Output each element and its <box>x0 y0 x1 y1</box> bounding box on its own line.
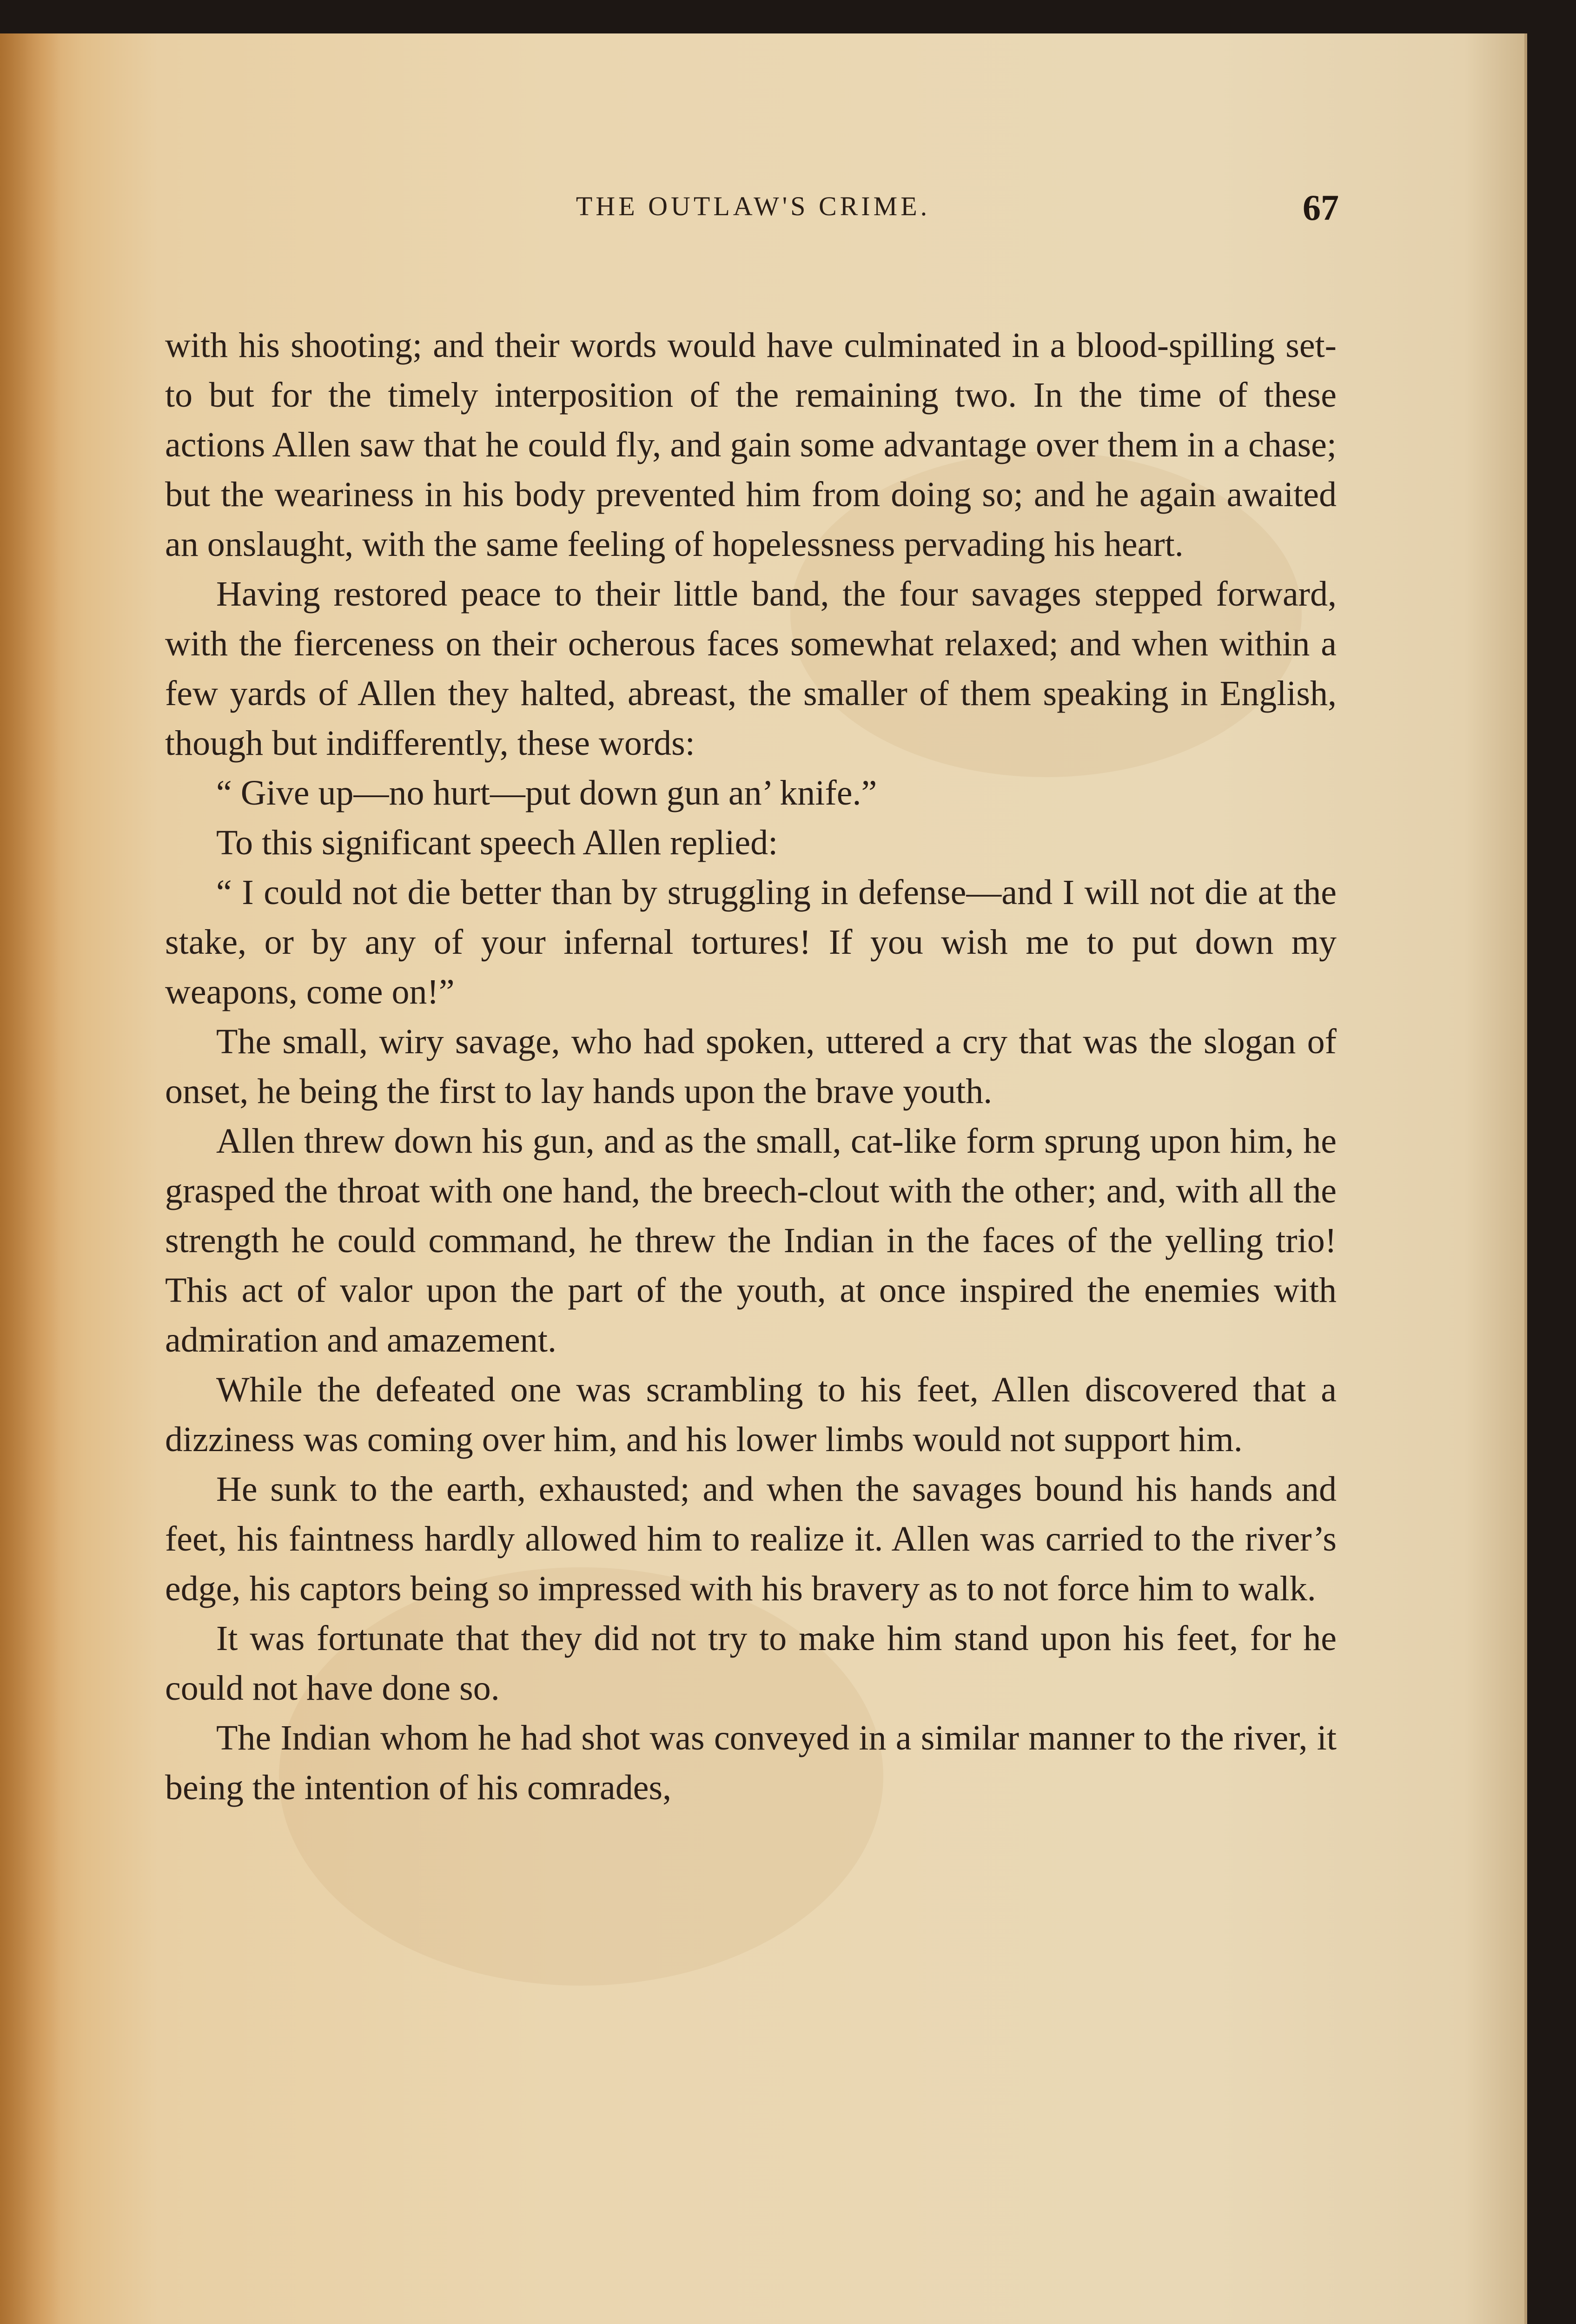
paragraph: with his shooting; and their words would have culminated in a blood-spilling set-to but for the timely interposition of the remaining two. In the time of these actions Allen saw that he could fly, and gain some advantage over them in a chase; but the weariness in his body prevented him from doing so; and he again awaited an onslaught, with the same feeling of hopelessness pervading his heart. <box>165 326 1337 564</box>
running-head: THE OUTLAW'S CRIME. <box>576 191 931 221</box>
book-page <box>0 33 1527 2324</box>
paragraph: It was fortunate that they did not try to make him stand upon his feet, for he could not have done so. <box>165 1619 1337 1708</box>
paragraph: The Indian whom he had shot was conveyed in a similar manner to the river, it being the intention of his comrades, <box>165 1718 1337 1807</box>
paragraph: “ I could not die better than by struggling in defense—and I will not die at the stake, or by any of your infernal tortures! If you wish me to put down my weapons, come on!” <box>165 873 1337 1011</box>
page-header <box>167 187 1339 246</box>
paragraph: “ Give up—no hurt—put down gun an’ knife.” <box>216 773 877 812</box>
body-text <box>165 321 1337 1813</box>
page-gutter <box>0 33 60 2324</box>
paragraph: He sunk to the earth, exhausted; and when the savages bound his hands and feet, his faintness hardly allowed him to realize it. Allen was carried to the river’s edge, his captors being so impressed with his bravery as to not force him to walk. <box>165 1470 1337 1608</box>
paragraph: Having restored peace to their little band, the four savages stepped forward, with the fierceness on their ocherous faces somewhat relaxed; and when within a few yards of Allen they halted, abreast, the smaller of them speaking in English, though but indifferently, these words: <box>165 574 1337 763</box>
paragraph: The small, wiry savage, who had spoken, uttered a cry that was the slogan of onset, he being the first to lay hands upon the brave youth. <box>165 1022 1337 1111</box>
page-number: 67 <box>1303 187 1339 228</box>
paragraph: Allen threw down his gun, and as the small, cat-like form sprung upon him, he grasped the throat with one hand, the breech-clout with the other; and, with all the strength he could command, he threw the Indian in the faces of the yelling trio! This act of valor upon the part of the youth, at once inspired the enemies with admiration and amazement. <box>165 1122 1337 1360</box>
paragraph: To this significant speech Allen replied: <box>216 823 778 862</box>
paragraph: While the defeated one was scrambling to his feet, Allen discovered that a dizziness was coming over him, and his lower limbs would not support him. <box>165 1370 1337 1459</box>
